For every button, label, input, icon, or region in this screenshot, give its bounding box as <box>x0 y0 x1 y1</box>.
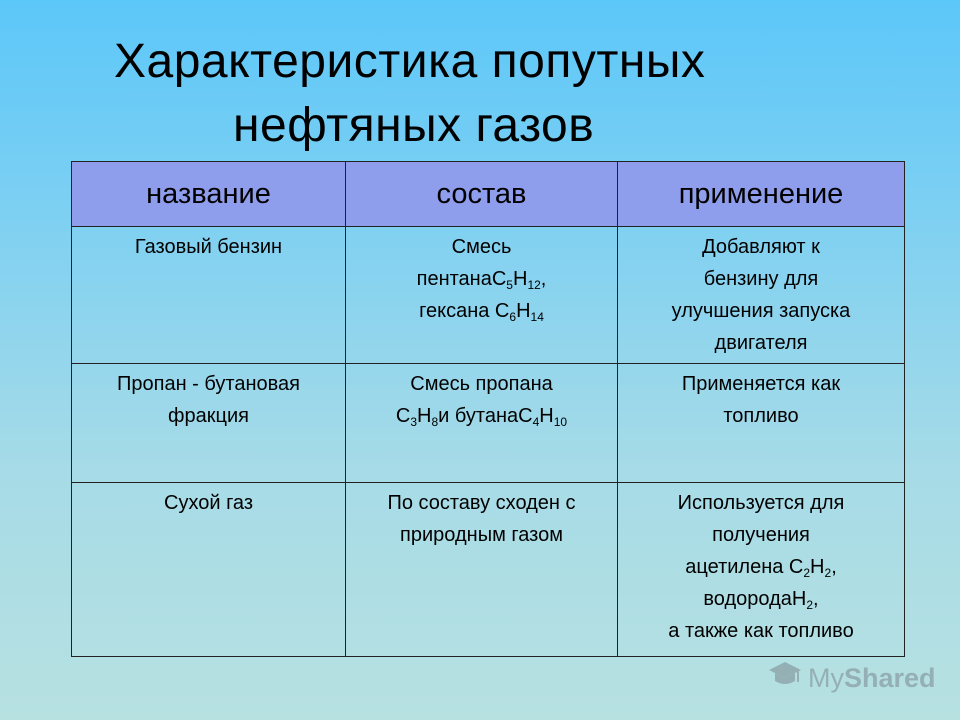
row2-name-line: фракция <box>168 405 249 427</box>
header-name: название <box>72 162 346 227</box>
header-usage: применение <box>618 162 905 227</box>
row1-usage-line: Добавляют к <box>702 236 820 258</box>
row3-usage-line4: водородаH$_2$, <box>703 588 819 612</box>
row2-composition-line1: Смесь пропана <box>410 373 553 395</box>
row1-name: Газовый бензин <box>134 236 283 258</box>
table-row <box>72 483 905 657</box>
row1-usage-cell <box>618 227 905 364</box>
watermark-text-my: My <box>808 662 844 693</box>
row3-name: Сухой газ <box>164 492 253 514</box>
table-row <box>72 364 905 483</box>
row2-usage-line: Применяется как <box>681 373 841 395</box>
row3-name-cell <box>72 483 346 657</box>
row2-name-cell <box>72 364 346 483</box>
row1-composition-line3: гексана $C_6H_{14}$ <box>419 300 544 324</box>
mortarboard-icon <box>768 660 802 697</box>
row1-name-cell <box>72 227 346 364</box>
row2-usage-cell <box>618 364 905 483</box>
row2-usage-line: топливо <box>723 405 799 427</box>
title-line-2: нефтяных газов <box>233 99 595 152</box>
title-line-1: Характеристика попутных <box>114 35 706 88</box>
row2-name-line: Пропан - бутановая <box>117 373 300 395</box>
row1-composition-cell <box>346 227 618 364</box>
row3-usage-line5: а также как топливо <box>668 620 854 642</box>
row3-composition-line: природным газом <box>400 524 563 546</box>
row1-composition-line2: $пентанаC_5H_{12}$, <box>416 268 547 292</box>
gas-characteristics-table <box>71 161 905 657</box>
row1-usage-line: улучшения запуска <box>671 300 851 322</box>
row1-usage-line: двигателя <box>714 332 808 354</box>
row3-composition-cell <box>346 483 618 657</box>
myshared-watermark <box>768 660 936 696</box>
table-header-row <box>72 162 905 227</box>
row3-usage-line3: ацетилена $C_2H_2$, <box>685 556 837 580</box>
row3-usage-line2: получения <box>712 524 810 546</box>
row1-composition-line1: Смесь <box>451 236 512 258</box>
row3-usage-cell <box>618 483 905 657</box>
header-composition: состав <box>346 162 618 227</box>
row1-usage-line: бензину для <box>703 268 819 290</box>
row3-usage-line1: Используется для <box>677 492 845 514</box>
table-row <box>72 227 905 364</box>
row2-composition-line2: $C_3H_8и$ $бутанаC_4H_{10}$ <box>395 405 568 429</box>
watermark-text-shared: Shared <box>844 662 936 693</box>
row2-composition-cell <box>346 364 618 483</box>
row3-composition-line: По составу сходен с <box>387 492 576 514</box>
